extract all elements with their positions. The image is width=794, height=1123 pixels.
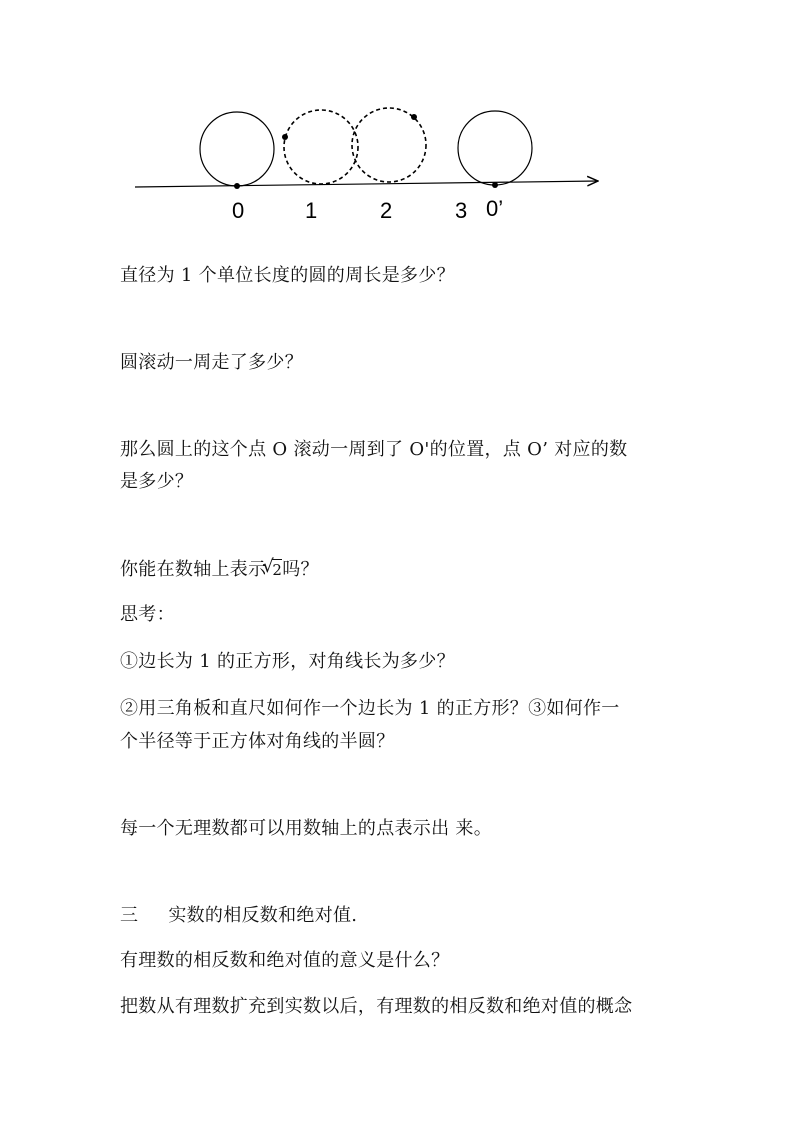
- point-o: [234, 183, 240, 189]
- section-heading: [120, 904, 357, 928]
- tick-label-0: 0: [232, 198, 245, 223]
- sqrt-symbol: √ 2: [266, 558, 282, 582]
- rolling-point-2: [411, 114, 417, 120]
- conclusion-statement: 每一个无理数都可以用数轴上的点表示出 来。: [120, 818, 493, 839]
- tick-label-2: 2: [380, 198, 393, 223]
- end-circle: [458, 111, 532, 185]
- section-number: 三: [120, 905, 139, 926]
- question-point-position-text: 那么圆上的这个点 O 滚动一周到了 O'的位置，点 O’ 对应的数: [120, 439, 628, 460]
- number-axis: [135, 181, 598, 187]
- question-sqrt2-suffix: 吗？: [282, 559, 319, 580]
- question-opposite-abs: 有理数的相反数和绝对值的意义是什么？: [120, 950, 450, 971]
- rolling-circle-diagram: [0, 0, 794, 240]
- sub-question-2-line2: 个半径等于正方体对角线的半圆？: [120, 731, 395, 752]
- tick-label-1: 1: [305, 198, 318, 223]
- point-o-prime: [492, 182, 498, 188]
- paragraph-extension: 把数从有理数扩充到实数以后，有理数的相反数和绝对值的概念: [120, 996, 633, 1017]
- question-point-position-line2: 是多少？: [120, 471, 194, 492]
- tick-label-o-prime: 0’: [486, 196, 504, 221]
- section-title: 实数的相反数和绝对值.: [168, 905, 358, 926]
- question-point-position-line1: [120, 438, 675, 462]
- question-sqrt2: [120, 558, 319, 582]
- tick-label-3: 3: [455, 198, 468, 223]
- think-label: 思考：: [120, 604, 175, 625]
- rolling-point-1: [282, 134, 288, 140]
- sub-question-1: ①边长为 1 的正方形，对角线长为多少？: [120, 651, 455, 672]
- sub-question-2-line1: ②用三角板和直尺如何作一个边长为 1 的正方形？③如何作一: [120, 698, 620, 719]
- question-rolling-distance: 圆滚动一周走了多少？: [120, 352, 303, 373]
- start-circle: [200, 112, 274, 186]
- question-circumference: 直径为 1 个单位长度的圆的周长是多少？: [120, 265, 455, 286]
- question-sqrt2-prefix: 你能在数轴上表示: [120, 559, 267, 580]
- rolling-circle-dashed-1: [284, 110, 358, 184]
